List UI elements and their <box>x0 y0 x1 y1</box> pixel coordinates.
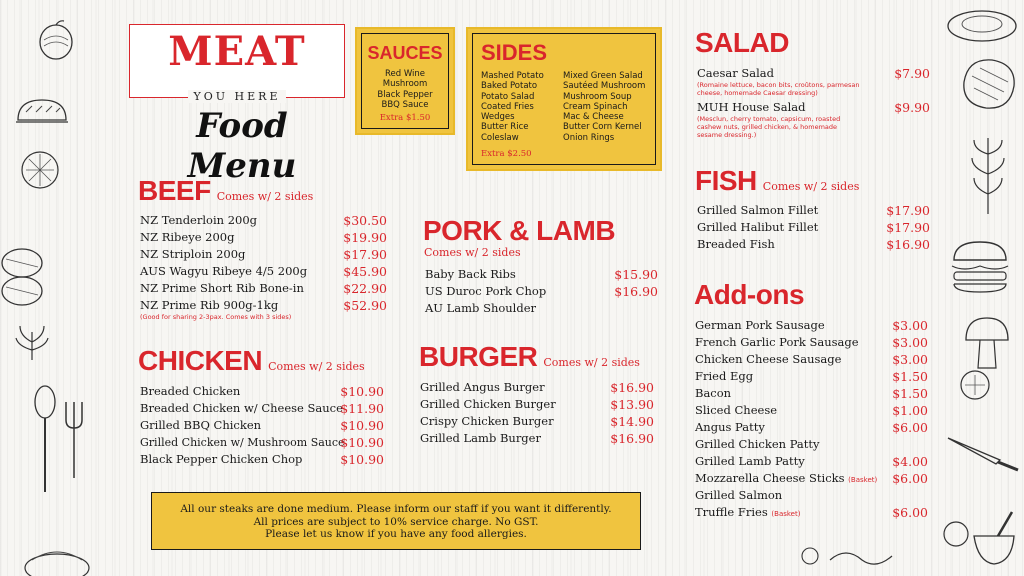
menu-item-price: $4.00 <box>892 454 928 469</box>
list-item: Mac & Cheese <box>563 112 624 123</box>
sauces-title: SAUCES <box>367 43 443 63</box>
fish-heading: FISH Comes w/ 2 sides <box>695 165 860 196</box>
menu-item-price: $15.90 <box>614 267 658 282</box>
menu-item-name: French Garlic Pork Sausage <box>695 335 859 349</box>
burger-heading: BURGER Comes w/ 2 sides <box>419 341 640 372</box>
chicken-subtitle: Comes w/ 2 sides <box>268 360 365 373</box>
menu-item-price: $1.50 <box>892 386 928 401</box>
menu-item-name: Grilled Chicken Patty <box>695 437 820 451</box>
menu-item-name: German Pork Sausage <box>695 318 825 332</box>
sides-extra-price: Extra $2.50 <box>481 149 532 159</box>
menu-item-name: Grilled Lamb Burger <box>420 431 541 445</box>
herb-sketch-icon <box>968 134 1008 216</box>
mortar-sketch-icon <box>938 506 1020 572</box>
sides-title: SIDES <box>481 40 548 65</box>
menu-item-price: $3.00 <box>892 318 928 333</box>
menu-item-price: $16.90 <box>610 380 654 395</box>
menu-item-name: Breaded Chicken w/ Cheese Sauce <box>140 401 343 415</box>
beef-note: (Good for sharing 2-3pax. Comes with 3 sides) <box>140 313 292 321</box>
menu-item-price: $1.00 <box>892 403 928 418</box>
menu-heading: Food Menu <box>187 106 297 186</box>
fruit-sketch-icon <box>36 18 76 62</box>
menu-item-price: $9.90 <box>894 100 930 115</box>
menu-item-name: Grilled BBQ Chicken <box>140 418 262 432</box>
basket-tag: (Basket) <box>771 510 801 518</box>
menu-item-name: NZ Striploin 200g <box>140 247 246 261</box>
menu-item-price: $45.90 <box>343 264 387 279</box>
beef-heading: BEEF Comes w/ 2 sides <box>138 175 314 206</box>
menu-item-name: Fried Egg <box>695 369 754 383</box>
menu-item-name: Breaded Chicken <box>140 384 241 398</box>
menu-item-name: NZ Tenderloin 200g <box>140 213 258 227</box>
menu-item-name: Baby Back Ribs <box>425 267 516 281</box>
herb-sketch-icon <box>18 148 62 192</box>
menu-item-name: Truffle Fries (Basket) <box>695 505 801 519</box>
pork-lamb-heading: PORK & LAMB <box>423 215 616 246</box>
menu-item-price: $1.50 <box>892 369 928 384</box>
herb-sketch-icon <box>14 322 50 362</box>
menu-item-price: $52.90 <box>343 298 387 313</box>
list-item: Butter Corn Kernel <box>563 122 642 133</box>
list-item: Wedges <box>481 112 515 123</box>
herb-sketch-icon <box>796 540 896 570</box>
beef-subtitle: Comes w/ 2 sides <box>216 190 314 203</box>
menu-item-name: AU Lamb Shoulder <box>425 301 537 315</box>
fruit-sketch-icon <box>958 368 992 402</box>
chicken-heading: CHICKEN Comes w/ 2 sides <box>138 345 365 376</box>
sauces-list <box>357 69 453 110</box>
basket-tag: (Basket) <box>848 476 878 484</box>
menu-item-price: $6.00 <box>892 420 928 435</box>
menu-item-name: MUH House Salad <box>697 100 806 114</box>
menu-item-name: Grilled Halibut Fillet <box>697 220 819 234</box>
burger-subtitle: Comes w/ 2 sides <box>543 356 640 369</box>
menu-item-price: $10.90 <box>340 452 384 467</box>
menu-item-price: $16.90 <box>610 431 654 446</box>
menu-item-name: NZ Prime Short Rib Bone-in <box>140 281 304 295</box>
sides-col-1 <box>481 71 544 143</box>
footer-notice <box>151 492 641 550</box>
salad-note: (Romaine lettuce, bacon bits, croûtons, parmesan cheese, homemade Caesar dressing) <box>697 81 860 97</box>
list-item: BBQ Sauce <box>381 99 429 110</box>
list-item: Mixed Green Salad <box>563 71 643 81</box>
menu-item-price: $30.50 <box>343 213 387 228</box>
footer-line: All prices are subject to 10% service charge. No GST. <box>253 515 539 528</box>
menu-item-name: Angus Patty <box>695 420 765 434</box>
sides-col-2 <box>563 71 645 143</box>
menu-item-name: US Duroc Pork Chop <box>425 284 547 298</box>
menu-item-name: Bacon <box>695 386 732 400</box>
menu-item-price: $13.90 <box>610 397 654 412</box>
menu-item-name: NZ Prime Rib 900g-1kg <box>140 298 279 312</box>
addons-heading: Add-ons <box>694 279 805 310</box>
list-item: Black Pepper <box>377 89 433 100</box>
list-item: Butter Rice <box>481 122 529 133</box>
sides-panel <box>466 27 662 171</box>
pork-lamb-subtitle: Comes w/ 2 sides <box>424 246 521 259</box>
menu-item-name: Chicken Cheese Sausage <box>695 352 842 366</box>
sauces-panel <box>355 27 455 135</box>
footer-line: Please let us know if you have any food allergies. <box>265 528 527 540</box>
menu-item-price: $16.90 <box>614 284 658 299</box>
steak-sketch-icon <box>0 245 48 309</box>
list-item: Sautéed Mushroom <box>563 81 646 92</box>
menu-item-price: $7.90 <box>894 66 930 81</box>
list-item: Potato Salad <box>481 91 535 102</box>
spoon-icon <box>30 384 60 494</box>
menu-item-price: $14.90 <box>610 414 654 429</box>
menu-item-price: $10.90 <box>340 435 384 450</box>
plate-sketch-icon <box>944 4 1020 44</box>
menu-item-name: AUS Wagyu Ribeye 4/5 200g <box>140 264 308 278</box>
menu-item-name: Grilled Salmon <box>695 488 783 502</box>
list-item: Red Wine <box>384 69 426 79</box>
list-item: Mushroom Soup <box>563 91 632 102</box>
menu-item-price: $3.00 <box>892 335 928 350</box>
salad-heading: SALAD <box>695 27 789 58</box>
menu-item-price: $6.00 <box>892 505 928 520</box>
menu-item-name: Grilled Lamb Patty <box>695 454 805 468</box>
menu-item-price: $19.90 <box>343 230 387 245</box>
brand-logo: MEAT <box>168 28 306 75</box>
list-item: Onion Rings <box>563 132 615 143</box>
list-item: Baked Potato <box>481 81 538 92</box>
list-item: Mashed Potato <box>481 71 544 81</box>
menu-item-price: $3.00 <box>892 352 928 367</box>
menu-item-price: $10.90 <box>340 418 384 433</box>
burger-sketch-icon <box>948 238 1012 294</box>
menu-item-price: $17.90 <box>886 203 930 218</box>
footer-line: All our steaks are done medium. Please inform our staff if you want it differently. <box>180 503 612 515</box>
menu-item-name: Breaded Fish <box>697 237 775 251</box>
menu-item-name: Crispy Chicken Burger <box>420 414 554 428</box>
knife-icon <box>944 432 1022 472</box>
fork-icon <box>62 400 86 480</box>
menu-item-name: Grilled Salmon Fillet <box>697 203 819 217</box>
mushroom-sketch-icon <box>962 314 1012 372</box>
menu-item-price: $11.90 <box>340 401 384 416</box>
menu-item-price: $16.90 <box>886 237 930 252</box>
menu-item-price: $22.90 <box>343 281 387 296</box>
menu-item-price: $10.90 <box>340 384 384 399</box>
plate-sketch-icon <box>22 540 92 576</box>
menu-item-name: Sliced Cheese <box>695 403 778 417</box>
sauces-extra-price: Extra $1.50 <box>379 113 431 123</box>
menu-item-price: $6.00 <box>892 471 928 486</box>
menu-item-name: Grilled Chicken w/ Mushroom Sauce <box>140 436 345 449</box>
menu-item-name: Grilled Chicken Burger <box>420 397 556 411</box>
list-item: Coated Fries <box>481 101 534 112</box>
menu-item-name: Black Pepper Chicken Chop <box>140 452 303 466</box>
bread-sketch-icon <box>14 92 70 132</box>
menu-item-name: NZ Ribeye 200g <box>140 230 235 244</box>
list-item: Cream Spinach <box>563 101 628 112</box>
menu-item-name: Grilled Angus Burger <box>420 380 545 394</box>
list-item: Coleslaw <box>481 132 519 143</box>
menu-item-name: Caesar Salad <box>697 66 775 80</box>
list-item: Mushroom <box>382 79 428 90</box>
steak-sketch-icon <box>958 52 1020 116</box>
menu-item-price: $17.90 <box>343 247 387 262</box>
brand-tagline: YOU HERE <box>129 90 345 104</box>
salad-note: (Mesclun, cherry tomato, capsicum, roasted cashew nuts, grilled chicken, & homemade sesame dressing.) <box>697 115 841 139</box>
menu-item-name: Mozzarella Cheese Sticks (Basket) <box>695 471 878 485</box>
fish-subtitle: Comes w/ 2 sides <box>762 180 860 193</box>
menu-item-price: $17.90 <box>886 220 930 235</box>
